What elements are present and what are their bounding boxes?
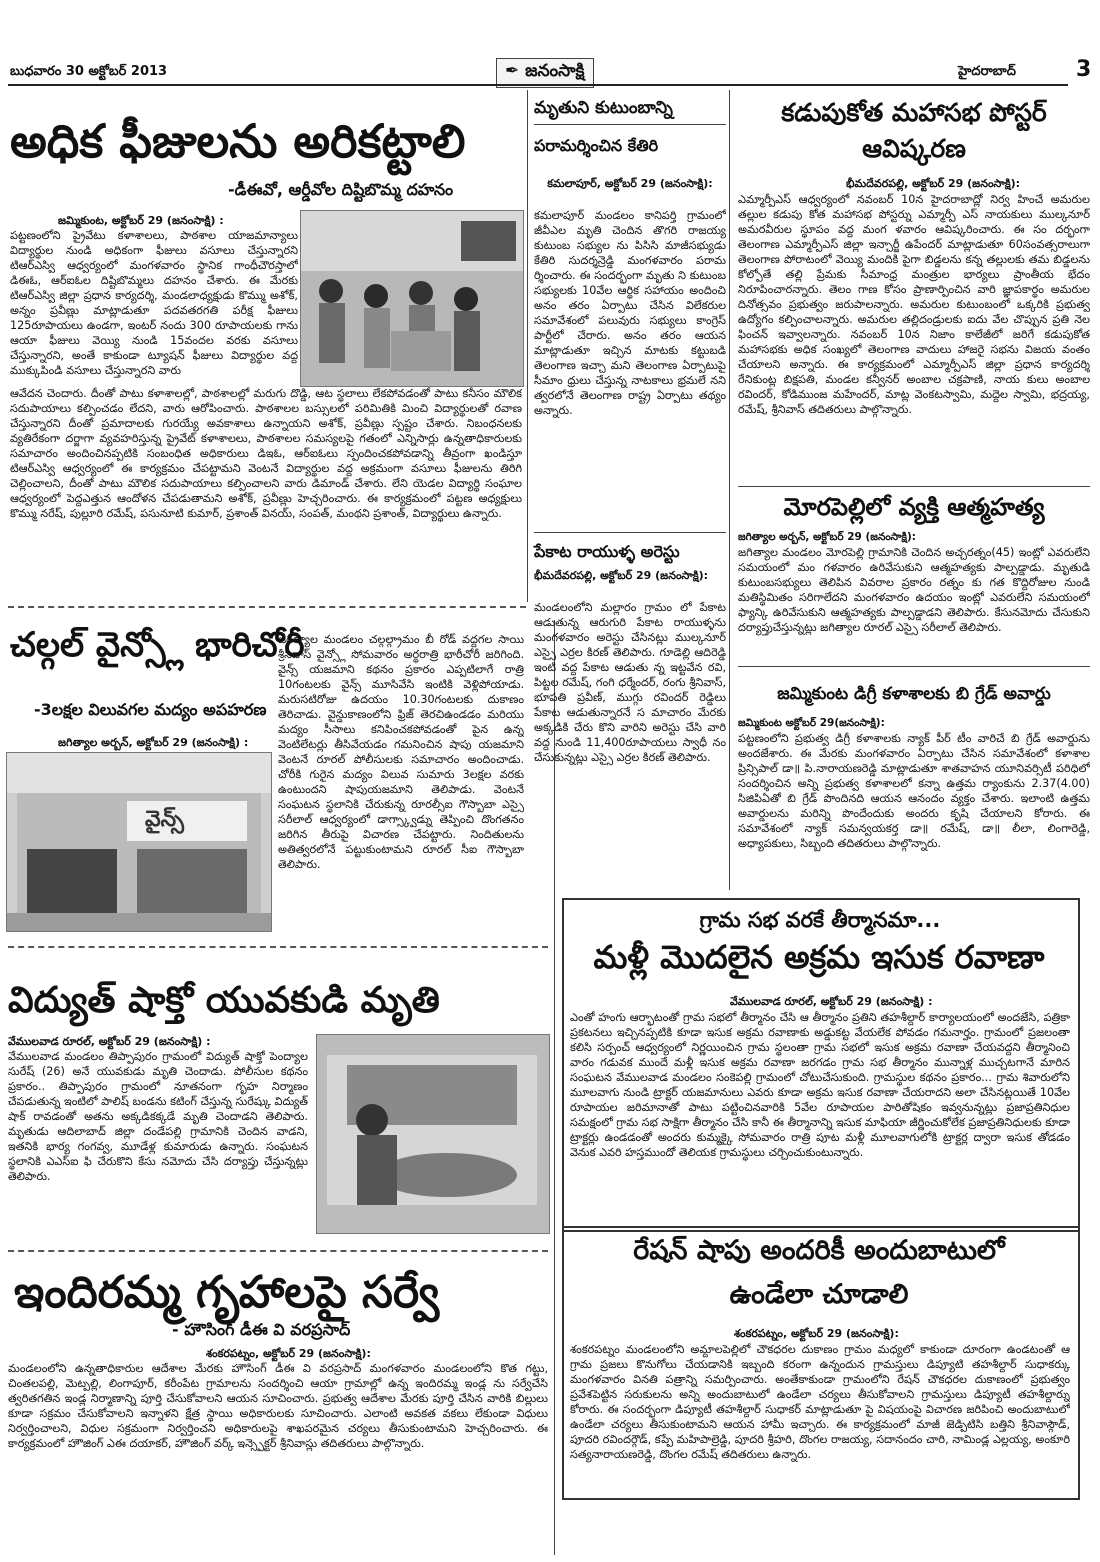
- fees-protest-photo: [300, 210, 524, 387]
- kethiri-body: కమలాపూర్ మండలం కానిపర్తి గ్రామంలో జీవీఎల మృతి చెందిన తొగరి రాజయ్య కుటుంబ సభ్యుల ను పిసిసి మాజీసభ్యుడు కేతిరి సుదర్శన్రెడ్డి మంగళవారం పరామ ర్శించారు. ఈ సందర్భంగా మృతు ని కుటుంబ సభ్యులకు 10వేల ఆర్థిక సహాయం అందించి అనం తరం ఏర్పాటు చేసిన విలేకరుల సమావేశంలో పలువురు సభ్యులు కాంగ్రెస్ పార్టీలో చేరారు. అనం తరం ఆయన మాట్లాడుతూ ఇచ్చిన మాటకు కట్టుబడి తెలంగాణ ఇచ్చా మని తెలంగాణ ఏర్పాటుపై సీమాం ధ్రులు చేస్తున్న నాటకాలు భ్రమలే నని త్వరలోనే తెలంగాణ రాష్ట్ర ఏర్పాటు తథ్యం అన్నారు.: [534, 209, 726, 417]
- suicide-dateline: జగిత్యాల అర్బన్, అక్టోబర్ 29 (జనంసాక్షి):: [738, 531, 916, 543]
- ration-dateline: శంకరపట్నం, అక్టోబర్ 29 (జనంసాక్షి):: [734, 1327, 899, 1340]
- suicide-headline: మోరపెల్లిలో వ్యక్తి ఆత్మహత్య: [783, 493, 1045, 521]
- suicide-body: జగిత్యాల మండలం మోరపెల్లి గ్రామానికి చెందిన అచ్చరత్నం(45) ఇంట్లో ఎవరులేని సమయంలో మం గళవారం ఉరివేసుకుని ఆత్మహత్యకు పాల్పడ్డాడు. మృతుడి కుటుంబసభ్యులు తెలిపిన వివరాల ప్రకారం రత్నం కు గత కొద్దిరోజుల నుండి మతిస్థిమితం సరిగాలేదని మంగళవారం ఉదయం ఇంట్లో ఎవరులేని సమయంలో ఫ్యాన్కి ఉరివేసుకుని ఆత్మహత్యకు పాల్పడ్డాడని తెలిపారు. కేసునమోదు చేసుకుని దర్యాప్తుచేస్తున్నట్లు జగిత్యాల రూరల్ ఎస్సై సరీలాల్ తెలిపారు.: [738, 546, 1090, 634]
- ration-headline-line1: రేషన్ షాపు అందరికీ అందుబాటులో: [633, 1235, 1005, 1266]
- sand-dateline: వేములవాడ రూరల్, అక్టోబర్ 29 (జనంసాక్షి) :: [730, 995, 933, 1008]
- electric-victim-photo: [316, 1034, 550, 1234]
- electric-headline: విద్యుత్ షాక్తో యువకుడి మృతి: [8, 980, 440, 1021]
- sand-body: ఎంతో హంగు ఆర్భాటంతో గ్రామ సభలో తీర్మానం చేసి ఆ తీర్మానం ప్రతిని తహశీల్దార్ కార్యాలయంలో అందజేసి, పత్రికా ప్రకటనలు ఇచ్చినప్పటికి కూడా ఇసుక అక్రమ రవాణాకు అడ్డుకట్ట వేయలేక పోవడం గమనార్హం. గ్రామంలో ప్రజలంతా కలిసి సర్పంచ్ ఆధ్వర్యంలో నిర్ణయించిన గ్రామ స్థలంతా గ్రామ సభలో ఇసుక అక్రమ రవాణా చేయవద్దని తీర్మానించి వారం గడువక ముందే మళ్లీ ఇసుక అక్రమ రవాణా జరగడం గ్రామ సభ తీర్మానం మున్నాళ్ల ముచ్చటగానే మారిన సంఘటన వేములవాడ మండలం సంకెపల్లి గ్రామంలో చోటుచేసుకుంది. గ్రామస్థుల కథనం ప్రకారం... గ్రామ శివారులోని మూలవాగు నుండి ట్రాక్టర్ యజమానులు ఎవరు కూడా అక్రమ ఇసుక రవాణా చేయరాదని అలా చేసినట్లయితే 10వేల రూపాయల జరిమానాతో పాటు పట్టించినవారికి 5వేల రూపాయల పారితోషికం ఇవ్వనున్నట్లు ప్రజాప్రతినిధుల సమక్షంలో గ్రామ సభ సాక్షిగా తీర్మానం చేసి కానీ ఈ తీర్మానాన్ని ఇసుక మాఫియా జీర్ణించుకోలేక ప్రజాప్రతినిధులకు కూడా ట్రాక్టర్లు ఉండడంతో అందరు కుమ్మక్కై సోమవారం రాత్రి పూట మళ్లీ మూలవాగులోకి ట్రాక్టర్ల ద్వారా ఇసుక తోడడం వెనుక ఎవరి హస్తముందో తెలియక గ్రామస్థులు చర్చించుకుంటున్నారు.: [570, 1011, 1070, 1159]
- wines-body: జగిత్యాల మండలం చల్గల్గ్రామం బీ రోడ్ వద్దగల సాయి శ్రీనివాస్ వైన్స్లో సోమవారం అర్థరాత్రి భారీచోరీ జరిగింది. వైన్స్ యజమాని కథనం ప్రకారం ఎప్పటిలాగే రాత్రి 10గంటలకు వైన్స్ మూసివేసి ఇంటికి వెళ్లిపోయాడు. మరుసటిరోజు ఉదయం 10.30గంటలకు దుకాణం తెరిచాడు. వైన్డుకాణంలోని ఫ్రిజ్ తెరచిఉండడం మరియు మద్యం సీసాలు కనిపించకపోవడంతో పైన ఉన్న వెంటిలేటర్లు తీసివేయడం గమనించిన షాపు యజమాని వెంటనే రూరల్ పోలీసులకు సమాచారం అందించాడు. చోరీకి గురైన మద్యం విలువ సుమారు 3లక్షల వరకు ఉంటుందని షాపుయజమాని తెలిపాడు. వెంటనే సంఘటన స్థలానికి చేరుకున్న రూరల్సీఐ గౌస్బాబా ఎస్సై సరీలాల్ ఆధ్వర్యంలో డాగ్స్క్వాడ్ను తెప్పించి దొంగతనం జరిగిన తీరుపై విచారణ చేపట్టారు. నిందితులను అతిత్వరలోనే పట్టుకుంటామని రూరల్ సీఐ గౌస్బాబా తెలిపారు.: [278, 633, 524, 871]
- electric-dateline: వేములవాడ రూరల్, అక్టోబర్ 29 (జనంసాక్షి) :: [8, 1035, 211, 1048]
- fees-subhead: -డీఈవో, ఆర్డీవోల దిష్టిబొమ్మ దహనం: [228, 180, 454, 199]
- section-divider-poster: [738, 486, 1090, 487]
- section-divider-electric: [8, 1250, 548, 1252]
- kethiri-headline-rule: [534, 124, 726, 125]
- wines-dateline: జగిత్యాల అర్బన్, అక్టోబర్ 29 (జనంసాక్షి) :: [58, 736, 249, 749]
- wines-headline: చల్గల్ వైన్స్లో భారిచోరీ: [10, 625, 305, 665]
- ration-headline-line2: ఉండేలా చూడాలి: [729, 1279, 909, 1310]
- wines-shop-sign: వైన్స్: [145, 807, 184, 832]
- ration-body: శంకరపట్నం మండలంలోని అమ్దాలపెల్లిలో చౌకధరల దుకాణం గ్రామం మధ్యలో కాకుండా దూరంగా ఉండటంతో ఆ గ్రామ ప్రజలు కొనుగోలు చేయడానికి ఇబ్బంది కరంగా ఉన్నందున గ్రామస్తులు డిప్యూటి తహశీల్దార్ సుధాకర్కు మంగళవారం వినతి పత్రాన్ని సమర్పించారు. అంతేకాకుండా గ్రామంలోని రేషన్ చౌకధరల దుకాణంలో ప్రభుత్వం ప్రవేశపెట్టిన సరుకులను అన్ని అందుబాటులో ఉండేలా చర్యలు తీసుకోవాలని గ్రామస్తులు డిప్యూటీ తహశీల్దార్ను కోరారు. ఈ సందర్భంగా డిప్యూటీ తహశీల్దార్ సుధాకర్ మాట్లాడుతూ పై విషయంపై విచారణ జరిపించి అందుబాటులో ఉండేలా చర్యలు తీసుకుంటామని ఆయన హామీ ఇచ్చారు. ఈ కార్యక్రమంలో మాజీ జెడ్పిటిసి బత్తిని శ్రీనివాస్గౌడ్, పూదరి రవిందర్గౌడ్, కప్పే మహిపాల్రెడ్డి, పూదరి శ్రీహరి, దొంగల రాజయ్య, సదానందం చారి, నామిండ్ల ఎల్లయ్య, అంకూరి సత్యనారాయణరెడ్డి, దొంగల రమేష్ తదితరులు ఉన్నారు.: [570, 1343, 1070, 1461]
- degree-dateline: జమ్మికుంట అక్టోబర్ 29(జనంసాక్షి):: [738, 717, 885, 729]
- kethiri-dateline: కమలాపూర్, అక్టోబర్ 29 (జనంసాక్షి):: [547, 177, 713, 190]
- wines-subhead: -3లక్షల విలువగల మద్యం అపహరణ: [34, 700, 267, 719]
- electric-body: వేములవాడ మండలం తిప్పాపురం గ్రామంలో విద్యుత్ షాక్తో పెంద్యాల సురేష్ (26) అనే యువకుడు మృతి చెందాడు. పోలీసుల కథనం ప్రకారం.. తిప్పాపురం గ్రామంలో నూతనంగా గృహ నిర్మాణం చేపడుతున్న ఇంటిలో పాలిష్ బండను కటింగ్ చేస్తున్న సురేష్కు విద్యుత్ షాక్ రావడంతో అతను అక్కడికక్కడే మృతి చెందాడని తెలిపారు. మృతుడు ఆదిలాబాద్ జిల్లా దండేపల్లి గ్రామానికి చెందిన వాడని, ఇతనికి భార్య గంగవ్వ, మూడేళ్ల కుమారుడు ఉన్నారు. సంఘటన స్థలానికి ఎఎస్ఐ ఫి చేరుకొని కేసు నమోదు చేసి దర్యాప్తు చేస్తున్నట్లు తెలిపారు.: [8, 1050, 308, 1183]
- degree-body: పట్టణంలోని ప్రభుత్వ డిగ్రీ కళాశాలకు న్యాక్ పీర్ టీం వారిచే బి గ్రేడ్ అవార్డును అందజేశారు. ఈ మేరకు మంగళవారం ఏర్పాటు చేసిన సమావేశంలో కళాశాల ప్రిన్సిపాల్ డా॥ పి.నారాయణరెడ్డి మాట్లాడుతూ శాతవాహన యూనివర్సిటీ పరిధిలో సందర్శించిన అన్ని ప్రభుత్వ కళాశాలలో కన్నా ఉత్తమ ర్యాంకును 2.37(4.00) సిజిపిఏతో బి గ్రేడ్ పొందినది ఆయన ఆనందం వ్యక్తం చేశారు. ఇలాంటి ఉత్తమ అవార్డులను మరిన్ని పొందేందుకు అందరు కృషి చేయాలని కోరారు. ఈ సమావేశంలో న్యాక్ సమన్వయకర్త డా॥ రమేష్, డా॥ లీలా, లింగారెడ్డి, అధ్యాపకులు, సిబ్బంది తదితరులు పాల్గొన్నారు.: [738, 732, 1090, 850]
- degree-headline: జమ్మికుంట డిగ్రీ కళాశాలకు బి గ్రేడ్ అవార్డు: [777, 684, 1051, 704]
- column-divider-right: [729, 90, 730, 890]
- page-number: 3: [1076, 57, 1092, 82]
- column-divider-left: [527, 90, 528, 602]
- poster-body: ఎమ్మార్పీఎస్ ఆధ్వర్యంలో నవంబర్ 10న హైదరాబాద్లో నిర్వ హించే అమరుల తల్లుల కడుపు కోత మహాసభ పోస్టర్ను ఎమ్మార్పీ ఎస్ నాయకులు ముల్కనూర్ అమరవీరుల స్థూపం వద్ద మంగ ళవారం ఆవిష్కరించారు. ఈ సం దర్భంగా తెలంగాణ ఎమ్మార్పీఎస్ జిల్లా ఇన్చార్జీ ఉపేందర్ మాట్లాడుతూ 60సంవత్సరాలుగా తెలంగాణ పోరాటంలో వెయ్యి మందికి పైగా బిడ్డలను కన్న తల్లులకు తమ బిడ్డలను కోల్పోతే తల్లి ప్రేమకు సీమాంధ్ర మంత్రుల భార్యలు ప్రాంతీయ భేదం నిరూపించారన్నారు. తెలం గాణ కోసం ప్రాణార్పించిన వారి జ్ఞాపకార్థం అమరుల దినోత్సవం ప్రభుత్వం జరుపాలన్నారు. అమరుల కుటుంబంలో ఒక్కరికి ప్రభుత్వ ఉద్యోగం కల్పించాలన్నారు. అమరుల తల్లిదండ్రులకు ఐదు వేల చొప్పున ప్రతి నెల ఫించన్ ఇవ్వాలన్నారు. నవంబర్ 10న నిజాం కాలేజీలో జరిగే కడుపుకోత మహాసభకు అధిక సంఖ్యలో తెలంగాణ వాదులు హాజరై సభను విజయ వంతం చేయాలని అన్నారు. ఈ కార్యక్రమంలో ఎమ్మార్పీఎస్ జిల్లా ప్రధాన కార్యదర్శి రేనికుంట్ల బిక్షపతి, మండల కన్వీనర్ అంబాల చక్రపాణి, నాయ కులు అంబాల రవిందర్, కోడిముంజ మహేందర్, మాట్ల వెంకటస్వామి, మద్దెల స్వామి, భద్రయ్య, రమేష్, శ్రీనివాస్ తదితరులు పాల్గొన్నారు.: [738, 193, 1090, 416]
- edition-city: హైదరాబాద్: [958, 64, 1016, 79]
- indiramma-body: మండలంలోని ఉన్నతాధికారుల ఆదేశాల మేరకు హౌసింగ్ డీఈ వి వరప్రసాద్ మంగళవారం మండలంలోని కొత గట్టు, చింతలపల్లి, మెట్పల్లి, లింగాపూర్, కరీంపేట గ్రామాలను సందర్శించి ఆయా గ్రామాల్లో ఉన్న ఇందిరమ్మ ఇండ్ల ను సర్వేచేసి త్వరితగతిన ఇండ్ల నిర్మాణాన్ని పూర్తి చేసుకోవాలని ఆయన సూచించారు. ప్రభుత్వ ఆదేశాల మేరకు పూర్తి చేసిన వారికి బిల్లులు కూడా సక్రమం చేసుకోవాలని ఇన్నాళని క్షేత్ర స్థాయి అధికారులకు సూచించారు. ఎలాంటి అవకత వకలు లేకుండా విధులు నిర్వర్తించాలని, విధుల సక్రమంగా నిర్వర్తించని అధికారులపై శాఖపరమైన చర్యలు తీసుకుంటామని హెచ్చరించారు. ఈ కార్యక్రమంలో హౌజింగ్ ఎఈ దయాకర్, హౌజింగ్ వర్క్ ఇన్స్పెక్టర్ శ్రీనివాస్లు తదితరులు పాల్గొన్నారు.: [8, 1362, 548, 1450]
- fees-dateline: జమ్మికుంట, అక్టోబర్ 29 (జనంసాక్షి) :: [58, 214, 224, 227]
- indiramma-subhead: - హౌసింగ్ డీఈ వి వరప్రసాద్: [172, 1320, 351, 1339]
- poster-headline-line2: ఆవిష్కరణ: [862, 134, 966, 163]
- indiramma-dateline: శంకరపట్నం, అక్టోబర్ 29 (జనంసాక్షి):: [206, 1347, 371, 1360]
- pekata-body: మండలంలోని మల్లారం గ్రామం లో పేకాట ఆడుతున్న ఆరుగురి పేకాట రాయుళ్ళను మంగళవారం అరెస్టు చేసినట్లు ముల్కనూర్ ఎస్సై ఎర్రల కిరణ్ తెలిపారు. గూడెల్లి ఆదిరెడ్డి ఇంటి వద్ద పేకాట ఆడుతు న్న ఇట్టవేన రవి, పిట్టల రమేష్, గంగి ధర్మేందర్, రంగు శ్రీనివాస్, భూపతి ప్రవీణ్, ముగ్గు రవిందర్ రెడ్డిలు పేకాట ఆడుతున్నారనే స మాచారం మేరకు అక్కడికి చేరు కొని వారిని అరెస్టు చేసి వారి వద్ద నుండి 11,400రూపాయలు స్వాధీ నం చేసుకున్నట్లు ఎస్సై ఎర్రల కిరణ్ తెలిపారు.: [534, 601, 726, 764]
- section-divider-suicide: [738, 666, 1090, 667]
- masthead-title: జనంసాక్షి: [525, 61, 585, 81]
- section-divider-wines: [8, 946, 548, 948]
- indiramma-headline: ఇందిరమ్మ గృహాలపై సర్వే: [14, 1267, 440, 1318]
- poster-dateline: భీమదేవరపల్లి, అక్టోబర్ 29 (జనంసాక్షి):: [846, 177, 1021, 190]
- masthead-emblem-icon: ✒: [505, 61, 526, 81]
- issue-date: బుధవారం 30 అక్టోబర్ 2013: [10, 64, 168, 79]
- kethiri-headline-line1: మృతుని కుటుంబాన్ని: [534, 98, 673, 118]
- section-divider-kethiri: [534, 532, 726, 533]
- sand-kicker: గ్రామ సభ వరకే తీర్మానమా...: [699, 908, 941, 932]
- pekata-headline: పేకాట రాయుళ్ళ అరెస్టు: [534, 542, 680, 561]
- fees-headline: అధిక ఫీజులను అరికట్టాలి: [10, 114, 466, 168]
- pekata-dateline: భీమదేవరపల్లి, అక్టోబర్ 29 (జనంసాక్షి):: [534, 569, 709, 582]
- sand-headline: మళ్లీ మొదలైన అక్రమ ఇసుక రవాణా: [593, 938, 1045, 976]
- fees-body-bottom: ఆవేదన చెందారు. దీంతో పాటు కళాశాలల్లో, పాఠశాలల్లో మరుగు దొడ్డి, ఆట స్థలాలు లేకపోవడంతో పాటు కనీసం మౌలిక సదుపాయాలు కల్పించడం లేదని, వారు ఆరోపించారు. పాఠశాలల బస్సులలో పరిమితికి మించి విద్యార్థులతో రవాణ చేస్తున్నారని దీంతో ప్రమాదాలకు గురయ్యే అవకాశాలు ఉన్నాయని అశోక్, ప్రవీణ్లు స్పష్టం చేశారు. నిబంధనలకు వ్యతిరేకంగా దర్జాగా వ్యవహరిస్తున్న ప్రైవేట్ కళాశాలలు, పాఠశాలల సమస్యలపై గతంలో ఎన్నిసార్లు ఉన్నతాధికారులకు సమాచారం అందించినప్పటికి సంబంధిత అధికారులు డిఇఓ, ఆర్ఐఓలు స్పందించకపోవడాన్ని తీవ్రంగా ఖండిస్తూ టిఆర్ఎస్వి ఆధ్వర్యంలో ఈ కార్యక్రమం చేపట్టామని వెంటనే విద్యార్థుల వద్ద అక్రమంగా వసూలు ఫీజులను తిరిగి చెల్లించాలని, దీంతో పాటు మౌలిక సదుపాయాలు కల్పించాలని వారు డిమాండ్ చేశారు. లేని యెడల విద్యార్థి సంఘాల ఆధ్వర్యంలో పెద్దఎత్తున ఆందోళన చేపడుతామని అశోక్, ప్రవీణ్లు హెచ్చరించారు. ఈ కార్యక్రమంలో పట్టణ అధ్యక్షులు కొమ్ము నరేష్, పుల్లూరి రమేష్, పసునూటి కుమార్, ప్రశాంత్ వినయ్, సంపత్, మంథని ప్రశాంత్, విద్యార్థులు ఉన్నారు.: [10, 387, 522, 520]
- section-divider-fees: [8, 606, 526, 608]
- fees-body-top: పట్టణంలోని ప్రైవేటు కళాశాలలు, పాఠశాల యాజమాన్యాలు విద్యార్థుల నుండి అధికంగా ఫీజులు వసూలు చేస్తున్నారని టిఆర్ఎస్వి ఆధ్వర్యంలో మంగళవారం స్థానిక గాంధీచౌరస్తాలో డిఈఓ, ఆర్ఐఓల దిష్టిబొమ్మలు దహనం చేశారు. ఈ మేరకు టిఆర్ఎస్వి జిల్లా ప్రధాన కార్యదర్శి, మండలాధ్యక్షుడు కొమ్ము అశోక్, అన్నం ప్రవీణ్లు మాట్లాడుతూ పదవతరగతి పరీక్ష ఫీజులు 125రూపాయలు ఉండగా, ఇంటర్ నందు 300 రూపాయలకు గాను ఆయా ఫీజులు వెయ్యి నుండి 15వందల వరకు వసూలు చేస్తున్నారని, అంతే కాకుండా ట్యూషన్ ఫీజులు విద్యార్థుల వద్ద ముక్కుపిండి వసూలు చేస్తున్నారని వారు: [10, 229, 298, 377]
- wines-shop-photo: [6, 752, 272, 932]
- poster-headline-line1: కడుపుకోత మహాసభ పోస్టర్: [781, 98, 1047, 127]
- header-rule: [8, 84, 1068, 86]
- kethiri-headline-line2: పరామర్శించిన కేతిరి: [534, 136, 659, 155]
